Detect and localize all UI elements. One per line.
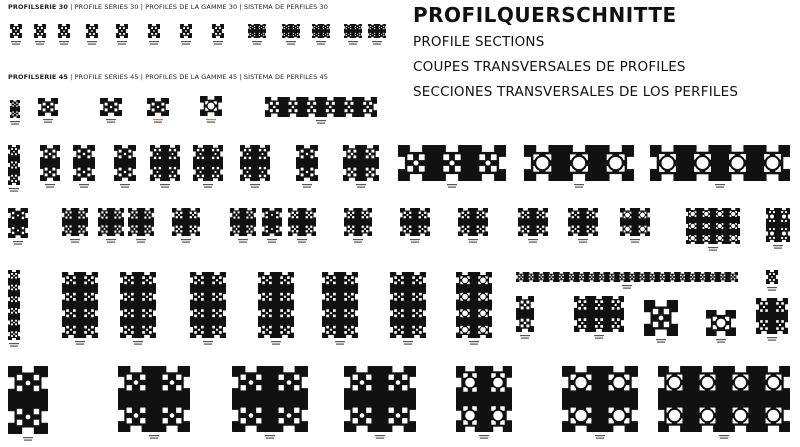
profile-section-22 xyxy=(73,145,96,188)
profile-section-67 xyxy=(456,366,513,439)
profile-section-42 xyxy=(458,208,489,243)
profile-section-56 xyxy=(516,272,739,289)
profile-section-62 xyxy=(756,298,789,341)
profile-section-57 xyxy=(516,296,535,339)
profile-section-52 xyxy=(258,272,295,345)
profile-section-17 xyxy=(147,98,170,123)
page-title: PROFILQUERSCHNITTE xyxy=(413,3,677,27)
profile-section-38 xyxy=(262,208,283,243)
profile-section-64 xyxy=(118,366,191,439)
profile-section-69 xyxy=(658,366,791,439)
profile-section-41 xyxy=(400,208,431,243)
profile-section-49 xyxy=(62,272,99,345)
profile-section-10 xyxy=(282,24,301,45)
profile-section-37 xyxy=(230,208,257,243)
subtitle-es: SECCIONES TRANSVERSALES DE LOS PERFILES xyxy=(413,84,739,100)
profile-section-16 xyxy=(100,98,123,123)
profile-section-4 xyxy=(86,24,99,45)
profile-section-6 xyxy=(148,24,161,45)
profile-section-35 xyxy=(128,208,155,243)
profile-section-40 xyxy=(344,208,373,243)
profile-section-31 xyxy=(650,145,791,188)
profile-section-68 xyxy=(562,366,639,439)
profile-section-47 xyxy=(766,208,791,249)
profile-section-34 xyxy=(98,208,125,243)
profile-section-65 xyxy=(232,366,309,439)
profile-section-29 xyxy=(398,145,507,188)
profile-section-28 xyxy=(343,145,380,188)
profile-section-13 xyxy=(368,24,387,45)
profile-section-18 xyxy=(200,96,223,123)
series-30-name: PROFILSERIE 30 xyxy=(8,3,68,11)
profile-section-26 xyxy=(240,145,271,188)
profile-section-11 xyxy=(312,24,331,45)
profile-section-12 xyxy=(344,24,363,45)
profile-section-58 xyxy=(574,296,625,339)
profile-section-61 xyxy=(766,270,779,291)
profile-section-55 xyxy=(456,272,493,345)
profile-section-24 xyxy=(150,145,181,188)
profile-section-44 xyxy=(568,208,599,243)
profile-section-36 xyxy=(172,208,201,243)
subtitle-fr: COUPES TRANSVERSALES DE PROFILES xyxy=(413,59,686,75)
profile-section-48 xyxy=(8,270,21,347)
profile-section-43 xyxy=(518,208,549,243)
profile-section-27 xyxy=(296,145,319,188)
profile-section-19 xyxy=(265,97,378,124)
profile-section-39 xyxy=(288,208,317,243)
profile-section-7 xyxy=(180,24,193,45)
profile-section-63 xyxy=(8,366,49,441)
profile-section-46 xyxy=(686,208,741,251)
series-30-translations: | PROFILE SERIES 30 | PROFILES DE LA GAMME 30 | SISTEMA DE PERFILES 30 xyxy=(70,3,328,11)
profile-section-32 xyxy=(8,208,29,245)
profile-section-8 xyxy=(212,24,225,45)
profile-section-20 xyxy=(8,145,21,192)
profile-section-54 xyxy=(390,272,427,345)
profile-section-30 xyxy=(524,145,635,188)
profile-section-21 xyxy=(40,145,61,188)
profile-section-66 xyxy=(344,366,417,439)
profile-section-9 xyxy=(248,24,267,45)
profile-section-5 xyxy=(116,24,129,45)
profile-section-23 xyxy=(114,145,137,188)
series-45-name: PROFILSERIE 45 xyxy=(8,73,68,81)
profile-section-3 xyxy=(58,24,71,45)
profile-section-50 xyxy=(120,272,157,345)
subtitle-en: PROFILE SECTIONS xyxy=(413,34,545,50)
profile-section-59 xyxy=(644,300,679,343)
profile-section-14 xyxy=(10,100,21,125)
profile-section-15 xyxy=(38,98,59,123)
profile-section-60 xyxy=(706,310,737,343)
profile-section-25 xyxy=(193,145,224,188)
series-45-translations: | PROFILE SERIES 45 | PROFILES DE LA GAMME 45 | SISTEMA DE PERFILES 45 xyxy=(70,73,328,81)
profile-section-45 xyxy=(620,208,651,243)
profile-section-1 xyxy=(10,24,23,45)
profile-section-33 xyxy=(62,208,89,243)
profile-section-2 xyxy=(34,24,47,45)
profile-section-53 xyxy=(322,272,359,345)
profile-section-51 xyxy=(190,272,227,345)
